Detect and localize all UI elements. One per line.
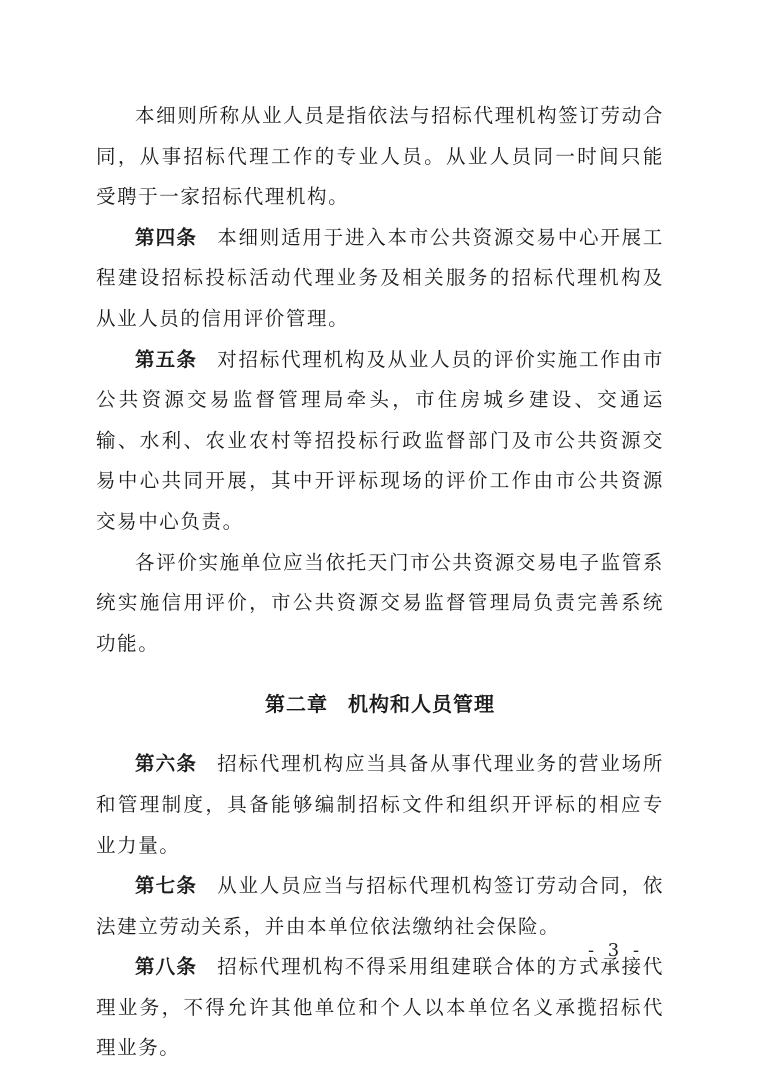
article-6 — [96, 744, 664, 866]
article-text: 招标代理机构不得采用组建联合体的方式承接代理业务，不得允许其他单位和个人以本单位名义承揽招标代理业务。 — [96, 955, 664, 1060]
document-body — [96, 96, 664, 1069]
article-label: 第八条 — [135, 955, 198, 979]
article-label: 第五条 — [135, 347, 198, 371]
paragraph-text: 各评价实施单位应当依托天门市公共资源交易电子监管系统实施信用评价，市公共资源交易监督管理局负责完善系统功能。 — [96, 550, 664, 655]
article-4 — [96, 218, 664, 340]
article-8 — [96, 947, 664, 1069]
chapter-number: 第二章 — [265, 692, 328, 717]
chapter-title: 机构和人员管理 — [348, 692, 495, 717]
article-text: 对招标代理机构及从业人员的评价实施工作由市公共资源交易监督管理局牵头，市住房城乡建设、交通运输、水利、农业农村等招投标行政监督部门及市公共资源交易中心共同开展，其中开评标现场的评价工作由市公共资源交易中心负责。 — [96, 347, 664, 533]
article-label: 第六条 — [135, 752, 198, 776]
chapter-heading — [96, 664, 664, 744]
paragraph-employee-definition — [96, 96, 664, 218]
article-text: 从业人员应当与招标代理机构签订劳动合同，依法建立劳动关系，并由本单位依法缴纳社会保险。 — [96, 874, 664, 938]
article-text: 本细则适用于进入本市公共资源交易中心开展工程建设招标投标活动代理业务及相关服务的招标代理机构及从业人员的信用评价管理。 — [96, 225, 664, 330]
article-text: 招标代理机构应当具备从事代理业务的营业场所和管理制度，具备能够编制招标文件和组织开评标的相应专业力量。 — [96, 752, 664, 857]
page-number: - 3 - — [588, 940, 644, 961]
paragraph-text: 本细则所称从业人员是指依法与招标代理机构签订劳动合同，从事招标代理工作的专业人员。从业人员同一时间只能受聘于一家招标代理机构。 — [96, 104, 664, 209]
paragraph-evaluation-system — [96, 543, 664, 665]
article-7 — [96, 866, 664, 947]
article-label: 第四条 — [135, 225, 198, 249]
article-5 — [96, 340, 664, 543]
article-label: 第七条 — [135, 874, 198, 898]
